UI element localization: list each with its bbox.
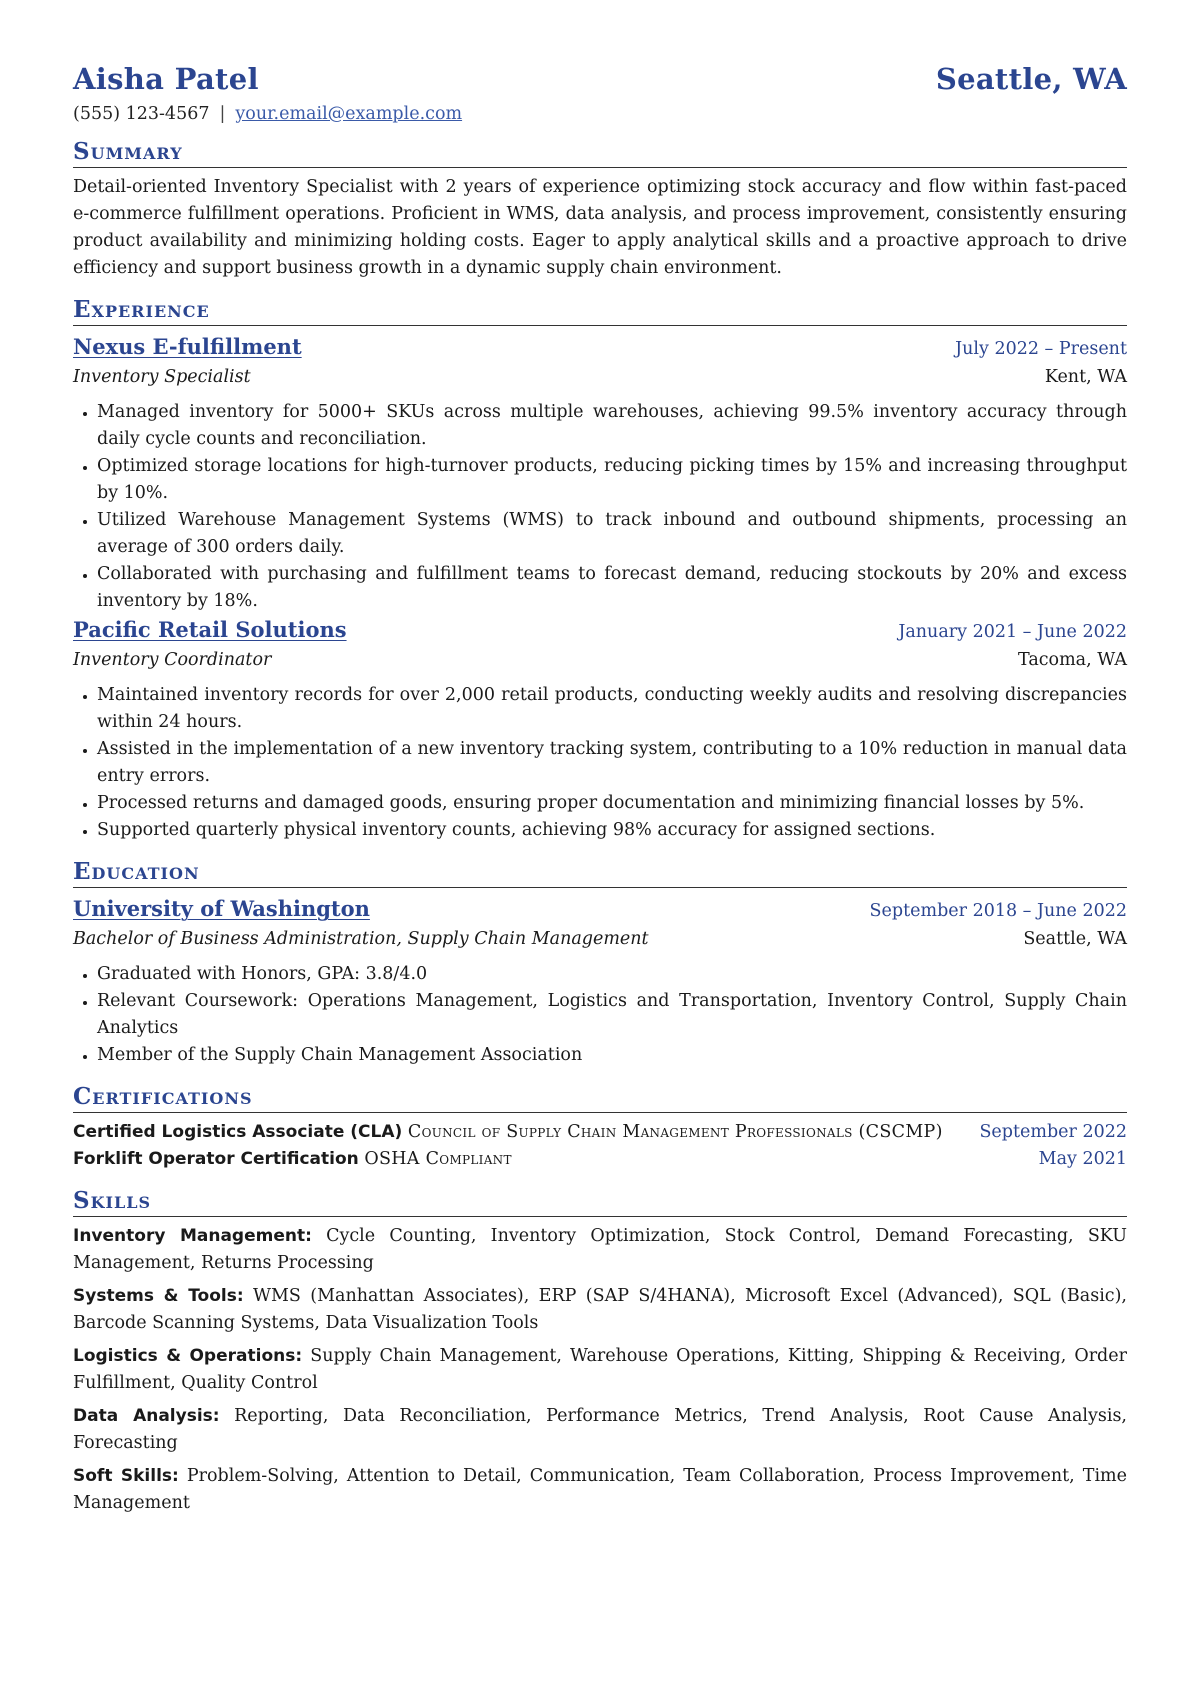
certification-item [73,1119,1127,1146]
job-title: Inventory Coordinator [73,650,272,670]
bullet-item: • Relevant Coursework: Operations Management, Logistics and Transportation, Inventory Control, Supply Chain Analytics [97,988,1127,1042]
certification-issuer: OSHA Compliant [364,1149,512,1169]
bullet-item: • Graduated with Honors, GPA: 3.8/4.0 [97,961,1127,988]
job-location: Tacoma, WA [1018,650,1127,670]
phone-number: (555) 123-4567 [73,104,210,124]
job-location: Kent, WA [1044,367,1127,387]
candidate-name: Aisha Patel [73,62,259,96]
skill-text: WMS (Manhattan Associates), ERP (SAP S/4HANA), Microsoft Excel (Advanced), SQL (Basic), Barcode Scanning Systems, Data Visualization Tools [73,1286,1127,1333]
candidate-location: Seattle, WA [935,62,1127,96]
skill-group [73,1403,1127,1457]
section-title-skills: Skills [73,1187,1127,1217]
skill-group [73,1223,1127,1277]
certification-date: May 2021 [1038,1149,1127,1169]
certification-name: Forklift Operator Certification [73,1149,359,1169]
contact-separator: | [219,104,226,124]
skill-label: Soft Skills: [73,1466,179,1486]
skill-text: Supply Chain Management, Warehouse Operations, Kitting, Shipping & Receiving, Order Fulfillment, Quality Control [73,1346,1127,1393]
section-title-certifications: Certifications [73,1083,1127,1113]
degree: Bachelor of Business Administration, Supply Chain Management [73,929,649,949]
bullet-item: • Managed inventory for 5000+ SKUs across multiple warehouses, achieving 99.5% inventory accuracy through daily cycle counts and reconciliation. [97,399,1127,453]
company-name[interactable]: Nexus E-fulfillment [73,334,302,359]
skill-label: Systems & Tools: [73,1286,244,1306]
skill-group [73,1343,1127,1397]
job-entry [73,615,1127,844]
certification-item [73,1146,1127,1173]
school-name[interactable]: University of Washington [73,896,370,921]
summary-text: Detail-oriented Inventory Specialist with 2 years of experience optimizing stock accuracy and flow within fast-paced e-commerce fulfillment operations. Proficient in WMS, data analysis, and process improvement, consistently ensuring product availability and minimizing holding costs. Eager to apply analytical skills and a proactive approach to drive efficiency and support business growth in a dynamic supply chain environment. [73,177,1127,278]
bullet-item: • Collaborated with purchasing and fulfillment teams to forecast demand, reducing stockouts by 20% and excess inventory by 18%. [97,561,1127,615]
skill-group [73,1463,1127,1517]
job-dates: January 2021 – June 2022 [898,622,1127,642]
bullet-item: • Utilized Warehouse Management Systems (WMS) to track inbound and outbound shipments, processing an average of 300 orders daily. [97,507,1127,561]
resume-page [73,62,1127,1523]
section-title-experience: Experience [73,296,1127,326]
bullet-item: • Processed returns and damaged goods, ensuring proper documentation and minimizing financial losses by 5%. [97,790,1127,817]
education-bullets [73,961,1127,1069]
certification-issuer: Council of Supply Chain Management Professionals (CSCMP) [407,1122,943,1142]
skill-group [73,1283,1127,1337]
job-bullets [73,682,1127,844]
section-title-summary: Summary [73,138,1127,168]
bullet-item: • Maintained inventory records for over 2,000 retail products, conducting weekly audits and resolving discrepancies within 24 hours. [97,682,1127,736]
skill-label: Logistics & Operations: [73,1346,303,1366]
job-entry [73,332,1127,615]
job-bullets [73,399,1127,615]
skill-label: Inventory Management: [73,1226,312,1246]
contact-line [73,104,1127,124]
bullet-item: • Optimized storage locations for high-turnover products, reducing picking times by 15% and increasing throughput by 10%. [97,453,1127,507]
skill-label: Data Analysis: [73,1406,220,1426]
bullet-item: • Assisted in the implementation of a new inventory tracking system, contributing to a 10% reduction in manual data entry errors. [97,736,1127,790]
certification-date: September 2022 [979,1122,1127,1142]
resume-header [73,62,1127,96]
education-entry [73,894,1127,1069]
skill-text: Problem-Solving, Attention to Detail, Communication, Team Collaboration, Process Improvement, Time Management [73,1466,1127,1513]
skill-text: Cycle Counting, Inventory Optimization, Stock Control, Demand Forecasting, SKU Management, Returns Processing [73,1226,1128,1273]
bullet-item: • Supported quarterly physical inventory counts, achieving 98% accuracy for assigned sections. [97,817,1127,844]
company-name[interactable]: Pacific Retail Solutions [73,617,347,642]
job-title: Inventory Specialist [73,367,251,387]
certification-name: Certified Logistics Associate (CLA) [73,1122,403,1142]
education-location: Seattle, WA [1023,929,1127,949]
email-link[interactable]: your.email@example.com [235,104,463,124]
education-dates: September 2018 – June 2022 [869,901,1127,921]
section-title-education: Education [73,858,1127,888]
skill-text: Reporting, Data Reconciliation, Performance Metrics, Trend Analysis, Root Cause Analysis, Forecasting [73,1406,1127,1453]
job-dates: July 2022 – Present [955,339,1127,359]
bullet-item: • Member of the Supply Chain Management Association [97,1042,1127,1069]
